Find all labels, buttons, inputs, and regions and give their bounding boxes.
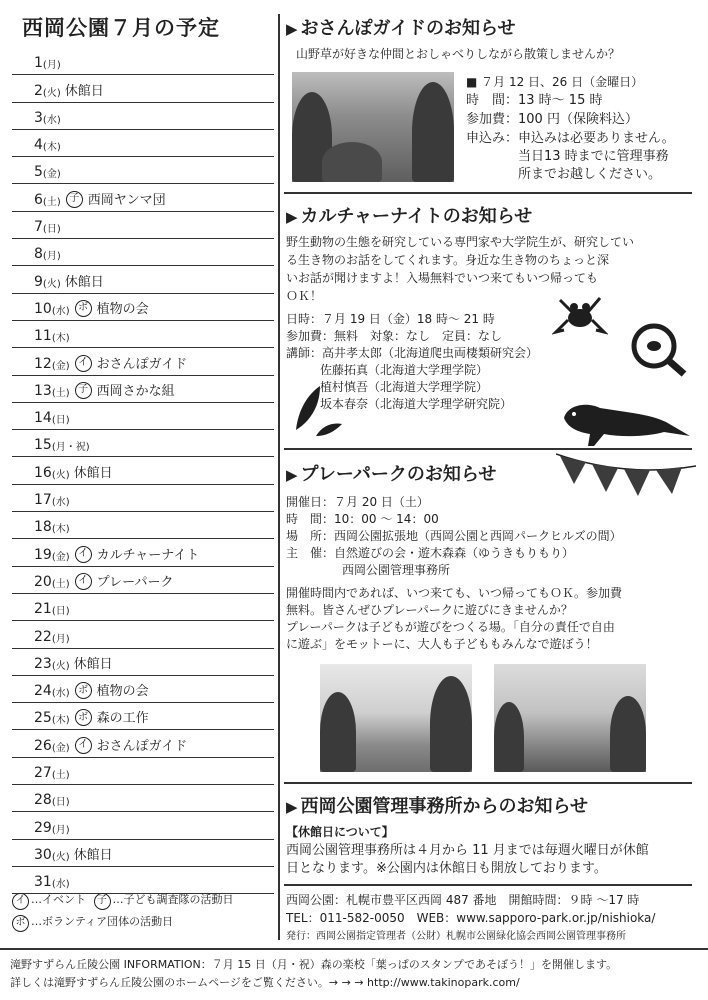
- office-text-1: 西岡公園管理事務所は４月から 11 月までは毎週火曜日が休館: [286, 843, 649, 858]
- day-event: 植物の会: [96, 301, 149, 317]
- day-of-week: (日): [51, 606, 70, 618]
- calendar-day-row: [12, 48, 274, 75]
- calendar-rows: [12, 48, 274, 894]
- day-of-week: (土): [51, 578, 70, 590]
- day-of-week: (金): [51, 742, 70, 754]
- calendar-day-row: [12, 403, 274, 430]
- legend-event: …イベント: [31, 893, 86, 906]
- day-number: 4: [34, 137, 43, 154]
- calendar-day-row: [12, 567, 274, 594]
- play-text-1: 開催時間内であれば、いつ来ても、いつ帰ってもＯＫ。参加費: [286, 586, 623, 600]
- culture-title: ▶ カルチャーナイトのお知らせ: [286, 206, 533, 227]
- event-badge-icon: イ: [75, 737, 92, 754]
- calendar-day-row: [12, 512, 274, 539]
- day-event: 休館日: [64, 83, 104, 99]
- play-date: 開催日：７月 20 日（土）: [286, 495, 429, 509]
- day-event: 植物の会: [96, 684, 149, 700]
- day-of-week: (金): [42, 169, 61, 181]
- guide-time: 時 間：13 時～ 15 時: [466, 93, 603, 108]
- day-of-week: (土): [51, 387, 70, 399]
- day-of-week: (火): [42, 87, 61, 99]
- day-number: 31: [34, 874, 52, 891]
- contact-tel-web: TEL：011-582-0050 WEB：www.sapporo-park.or.jp/nishioka/: [286, 911, 656, 925]
- day-event: 森の工作: [96, 711, 149, 727]
- day-number: 7: [34, 219, 43, 236]
- calendar-day-row: [12, 785, 274, 812]
- triangle-icon: ▶: [286, 208, 298, 226]
- play-photo-1: [320, 664, 472, 772]
- calendar-day-row: [12, 239, 274, 266]
- guide-apply-3: 所までお越しください。: [518, 167, 662, 182]
- divider: [284, 884, 692, 886]
- calendar-day-row: [12, 430, 274, 457]
- day-number: 5: [34, 164, 43, 181]
- day-number: 11: [34, 328, 52, 345]
- culture-lecturer-1: 講師：高井孝太郎（北海道爬虫両棲類研究会）: [286, 346, 539, 360]
- day-number: 23: [34, 655, 52, 672]
- footer: [0, 948, 708, 1000]
- day-of-week: (水): [42, 114, 61, 126]
- legend-line-2: [12, 911, 274, 933]
- triangle-icon: ▶: [286, 798, 298, 816]
- day-event: 休館日: [64, 274, 104, 290]
- day-of-week: (火): [51, 660, 70, 672]
- day-number: 3: [34, 109, 43, 126]
- day-of-week: (火): [51, 469, 70, 481]
- calendar-day-row: [12, 676, 274, 703]
- calendar-day-row: [12, 485, 274, 512]
- day-of-week: (火): [51, 851, 70, 863]
- calendar-day-row: [12, 130, 274, 157]
- calendar-day-row: [12, 348, 274, 375]
- day-number: 14: [34, 410, 52, 427]
- culture-text-4: ＯＫ！: [286, 289, 323, 303]
- guide-apply: 申込み：申込みは必要ありません。: [466, 131, 675, 146]
- day-of-week: (月): [42, 251, 61, 263]
- kids-badge-icon: 子: [94, 893, 111, 910]
- day-number: 30: [34, 846, 52, 863]
- day-number: 8: [34, 246, 43, 263]
- play-host: 主 催：自然遊びの会・遊木森森（ゆうきもりもり）: [286, 546, 575, 560]
- legend-kids: …子ども調査隊の活動日: [112, 893, 234, 906]
- magnifier-icon: [620, 320, 690, 380]
- guide-lead: 山野草が好きな仲間とおしゃべりしながら散策しませんか？: [296, 47, 621, 61]
- divider: [284, 782, 692, 784]
- legend-line-1: [12, 889, 274, 911]
- calendar-day-row: [12, 457, 274, 484]
- office-text-2: 日となります。※公園内は休館日も開放しております。: [286, 861, 607, 876]
- day-of-week: (水): [51, 879, 70, 891]
- day-of-week: (月): [51, 824, 70, 836]
- volunteer-badge-icon: ボ: [75, 300, 92, 317]
- play-photo-2: [494, 664, 646, 772]
- day-of-week: (水): [51, 688, 70, 700]
- play-time: 時 間：10：00 ～ 14：00: [286, 512, 439, 526]
- otter-icon: [554, 392, 694, 448]
- event-badge-icon: イ: [75, 573, 92, 590]
- feather-icon: [286, 380, 346, 440]
- office-subtitle: 【休館日について】: [286, 825, 394, 839]
- day-number: 1: [34, 55, 43, 72]
- volunteer-badge-icon: ボ: [75, 682, 92, 699]
- event-badge-icon: イ: [75, 546, 92, 563]
- day-number: 12: [34, 355, 52, 372]
- day-number: 17: [34, 492, 52, 509]
- day-of-week: (水): [51, 305, 70, 317]
- play-host-2: 西岡公園管理事務所: [342, 563, 451, 577]
- guide-title: ▶ おさんぽガイドのお知らせ: [286, 18, 516, 39]
- day-event: おさんぽガイド: [96, 738, 188, 754]
- day-number: 25: [34, 710, 52, 727]
- play-text-2: 無料。皆さんぜひプレーパークに遊びにきませんか？: [286, 603, 573, 617]
- calendar-day-row: [12, 157, 274, 184]
- calendar-day-row: [12, 812, 274, 839]
- office-title: ▶ 西岡公園管理事務所からのお知らせ: [286, 796, 589, 817]
- calendar-day-row: [12, 212, 274, 239]
- day-of-week: (木): [51, 715, 70, 727]
- day-of-week: (月): [42, 60, 61, 72]
- day-number: 22: [34, 628, 52, 645]
- day-of-week: (月): [51, 633, 70, 645]
- day-number: 6: [34, 191, 43, 208]
- calendar-day-row: [12, 621, 274, 648]
- guide-apply-2: 当日13 時までに管理事務: [518, 149, 669, 164]
- volunteer-badge-icon: ボ: [75, 709, 92, 726]
- day-of-week: (土): [51, 770, 70, 782]
- day-event: 西岡さかな組: [96, 383, 175, 399]
- culture-fee: 参加費：無料 対象：なし 定員：なし: [286, 329, 503, 343]
- day-event: 西岡ヤンマ団: [87, 192, 166, 208]
- day-of-week: (木): [51, 524, 70, 536]
- kids-badge-icon: 子: [75, 382, 92, 399]
- play-text-3: プレーパークは子どもが遊びをつくる場。「自分の責任で自由: [286, 620, 615, 634]
- column-divider: [278, 14, 280, 940]
- day-number: 13: [34, 382, 52, 399]
- calendar-day-row: [12, 321, 274, 348]
- day-number: 16: [34, 464, 52, 481]
- calendar-day-row: [12, 75, 274, 102]
- triangle-icon: ▶: [286, 20, 298, 38]
- day-event: 休館日: [73, 656, 113, 672]
- calendar-day-row: [12, 594, 274, 621]
- culture-text-1: 野生動物の生態を研究している専門家や大学院生が、研究してい: [286, 235, 635, 249]
- play-text-4: に遊ぶ」をモットーに、大人も子どももみんなで遊ぼう！: [286, 637, 598, 651]
- day-number: 27: [34, 765, 52, 782]
- day-number: 15: [34, 437, 52, 454]
- contact-address: 西岡公園：札幌市豊平区西岡 487 番地 開館時間：９時 ～17 時: [286, 893, 640, 907]
- play-title: ▶ プレーパークのお知らせ: [286, 464, 497, 485]
- day-event: カルチャーナイト: [96, 547, 200, 563]
- contact-publisher: 発行：西岡公園指定管理者（公財）札幌市公園緑化協会西岡公園管理事務所: [286, 931, 626, 942]
- day-event: おさんぽガイド: [96, 356, 188, 372]
- culture-date: 日時：７月 19 日（金）18 時～ 21 時: [286, 312, 495, 326]
- day-number: 21: [34, 601, 52, 618]
- play-place: 場 所：西岡公園拡張地（西岡公園と西岡パークヒルズの間）: [286, 529, 622, 543]
- day-event: 休館日: [73, 465, 113, 481]
- calendar-day-row: [12, 758, 274, 785]
- frog-icon: [552, 288, 608, 344]
- calendar-day-row: [12, 184, 274, 211]
- footer-info: 滝野すずらん丘陵公園 INFORMATION：７月 15 日（月・祝）森の楽校「葉っぱのスタンプであそぼう！」を開催します。: [10, 958, 618, 971]
- calendar-title: 西岡公園７月の予定: [22, 16, 220, 40]
- triangle-icon: ▶: [286, 466, 298, 484]
- calendar-day-row: [12, 103, 274, 130]
- day-of-week: (日): [51, 415, 70, 427]
- day-of-week: (月・祝): [51, 442, 90, 454]
- calendar-day-row: [12, 539, 274, 566]
- day-number: 2: [34, 82, 43, 99]
- culture-text-3: いお話が聞けますよ！入場無料でいつ来てもいつ帰っても: [286, 271, 599, 285]
- day-number: 24: [34, 683, 52, 700]
- legend-volunteer: …ボランティア団体の活動日: [31, 915, 174, 928]
- guide-photo: [292, 72, 454, 182]
- calendar: [12, 8, 274, 894]
- day-of-week: (金): [51, 551, 70, 563]
- calendar-day-row: [12, 294, 274, 321]
- culture-lecturer-3: 植村慎吾（北海道大学理学院）: [320, 380, 489, 394]
- bunting-flags-icon: [556, 448, 696, 510]
- volunteer-badge-icon: ボ: [12, 915, 29, 932]
- day-of-week: (木): [42, 142, 61, 154]
- day-of-week: (火): [42, 278, 61, 290]
- day-number: 19: [34, 546, 52, 563]
- culture-lecturer-4: 坂本春奈（北海道大学理学研究院）: [320, 397, 513, 411]
- day-number: 9: [34, 273, 43, 290]
- divider: [284, 192, 692, 194]
- day-of-week: (金): [51, 360, 70, 372]
- calendar-day-row: [12, 266, 274, 293]
- guide-date: ■ ７月 12 日、26 日（金曜日）: [466, 75, 644, 89]
- day-event: プレーパーク: [96, 574, 174, 590]
- day-of-week: (日): [42, 224, 61, 236]
- footer-link: 詳しくは滝野すずらん丘陵公園のホームページをご覧ください。→ → → http://www.takinopark.com/: [10, 976, 520, 989]
- day-number: 20: [34, 573, 52, 590]
- day-of-week: (土): [42, 196, 61, 208]
- day-number: 28: [34, 792, 52, 809]
- guide-fee: 参加費：100 円（保険料込）: [466, 112, 638, 127]
- day-of-week: (水): [51, 497, 70, 509]
- calendar-day-row: [12, 730, 274, 757]
- day-of-week: (木): [51, 333, 70, 345]
- culture-lecturer-2: 佐藤拓真（北海道大学理学院）: [320, 363, 489, 377]
- culture-text-2: る生き物のお話をしてくれます。身近な生き物のちょっと深: [286, 253, 610, 267]
- calendar-day-row: [12, 703, 274, 730]
- day-number: 18: [34, 519, 52, 536]
- day-of-week: (日): [51, 797, 70, 809]
- day-event: 休館日: [73, 847, 113, 863]
- day-number: 29: [34, 819, 52, 836]
- kids-badge-icon: 子: [66, 191, 83, 208]
- day-number: 10: [34, 300, 52, 317]
- event-badge-icon: イ: [12, 893, 29, 910]
- event-badge-icon: イ: [75, 355, 92, 372]
- calendar-legend: [12, 889, 274, 933]
- calendar-day-row: [12, 649, 274, 676]
- day-number: 26: [34, 737, 52, 754]
- calendar-day-row: [12, 840, 274, 867]
- calendar-day-row: [12, 376, 274, 403]
